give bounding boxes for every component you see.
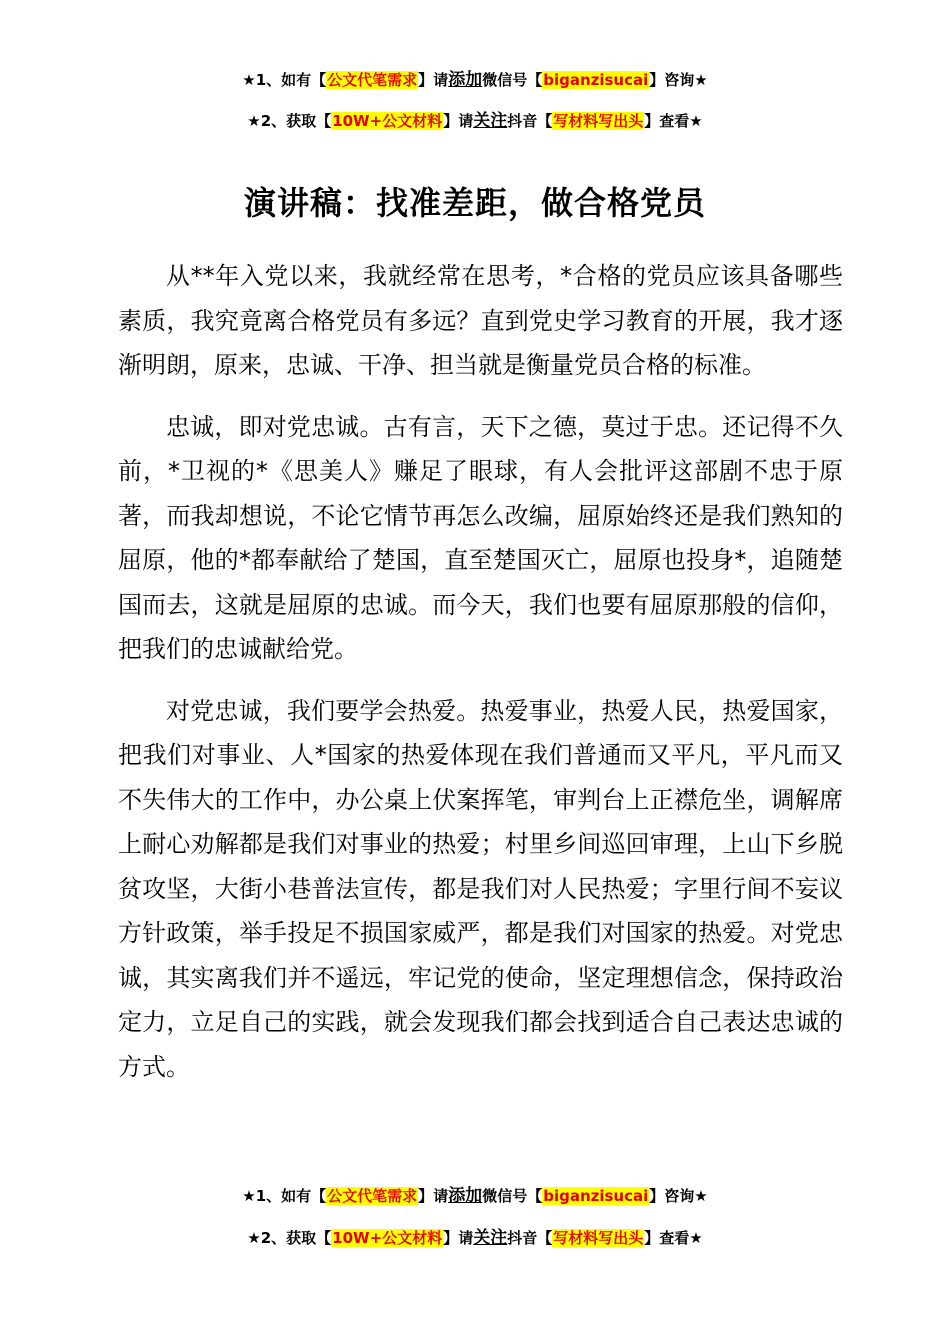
promo-text: 微信号【 — [482, 1187, 543, 1205]
promo-text: 1、如有【 — [255, 71, 327, 89]
star-icon: ★ — [242, 71, 256, 89]
highlight-douyin-account: 写材料写出头 — [553, 1229, 644, 1247]
promo-emphasis-add: 添加 — [448, 1186, 483, 1206]
promo-text: 】查看 — [644, 112, 690, 130]
highlight-wechat-id: biganzisucai — [543, 71, 649, 89]
footer-promo-line-1 — [0, 1186, 950, 1206]
header-promo-line-1 — [0, 70, 950, 90]
promo-text: 】请 — [443, 112, 474, 130]
promo-text: 2、获取【 — [260, 112, 332, 130]
highlight-materials-count: 10W+公文材料 — [332, 1229, 443, 1247]
body-paragraph-3: 对党忠诚，我们要学会热爱。热爱事业，热爱人民，热爱国家，把我们对事业、人*国家的热爱体现在我们普通而又平凡，平凡而又不失伟大的工作中，办公桌上伏案挥笔，审判台上正襟危坐，调解席上耐心劝解都是我们对事业的热爱；村里乡间巡回审理，上山下乡脱贫攻坚，大街小巷普法宣传，都是我们对人民热爱；字里行间不妄议方针政策，举手投足不损国家威严，都是我们对国家的热爱。对党忠诚，其实离我们并不遥远，牢记党的使命，坚定理想信念，保持政治定力，立足自己的实践，就会发现我们都会找到适合自己表达忠诚的方式。 — [118, 696, 843, 1081]
header-promo-line-2 — [0, 111, 950, 131]
promo-text: 】咨询 — [649, 71, 695, 89]
document-body — [118, 254, 843, 1106]
promo-text: 抖音【 — [507, 112, 553, 130]
star-icon: ★ — [242, 1187, 256, 1205]
promo-emphasis-add: 添加 — [448, 70, 483, 90]
promo-text: 】请 — [418, 1187, 449, 1205]
body-paragraph-1: 从**年入党以来，我就经常在思考，*合格的党员应该具备哪些素质，我究竟离合格党员有多远？直到党史学习教育的开展，我才逐渐明朗，原来，忠诚、干净、担当就是衡量党员合格的标准。 — [118, 262, 843, 379]
promo-text: 微信号【 — [482, 71, 543, 89]
document-title: 演讲稿：找准差距，做合格党员 — [243, 184, 706, 222]
star-icon: ★ — [247, 112, 261, 130]
promo-emphasis-follow: 关注 — [473, 1228, 508, 1248]
promo-emphasis-follow: 关注 — [473, 111, 508, 131]
star-icon: ★ — [694, 1187, 708, 1205]
promo-text: 抖音【 — [507, 1229, 553, 1247]
promo-text: 】请 — [418, 71, 449, 89]
highlight-douyin-account: 写材料写出头 — [553, 112, 644, 130]
promo-text: 】咨询 — [649, 1187, 695, 1205]
body-paragraph-2: 忠诚，即对党忠诚。古有言，天下之德，莫过于忠。还记得不久前，*卫视的*《思美人》赚足了眼球，有人会批评这部剧不忠于原著，而我却想说，不论它情节再怎么改编，屈原始终还是我们熟知的屈原，他的*都奉献给了楚国，直至楚国灭亡，屈原也投身*，追随楚国而去，这就是屈原的忠诚。而今天，我们也要有屈原那般的信仰，把我们的忠诚献给党。 — [118, 412, 843, 663]
promo-text: 1、如有【 — [255, 1187, 327, 1205]
star-icon: ★ — [689, 1229, 703, 1247]
highlight-ghostwriting-service: 公文代笔需求 — [327, 71, 418, 89]
promo-text: 】请 — [443, 1229, 474, 1247]
highlight-ghostwriting-service: 公文代笔需求 — [327, 1187, 418, 1205]
highlight-materials-count: 10W+公文材料 — [332, 112, 443, 130]
star-icon: ★ — [694, 71, 708, 89]
highlight-wechat-id: biganzisucai — [543, 1187, 649, 1205]
promo-text: 】查看 — [644, 1229, 690, 1247]
footer-promo-line-2 — [0, 1228, 950, 1248]
star-icon: ★ — [247, 1229, 261, 1247]
star-icon: ★ — [689, 112, 703, 130]
promo-text: 2、获取【 — [260, 1229, 332, 1247]
